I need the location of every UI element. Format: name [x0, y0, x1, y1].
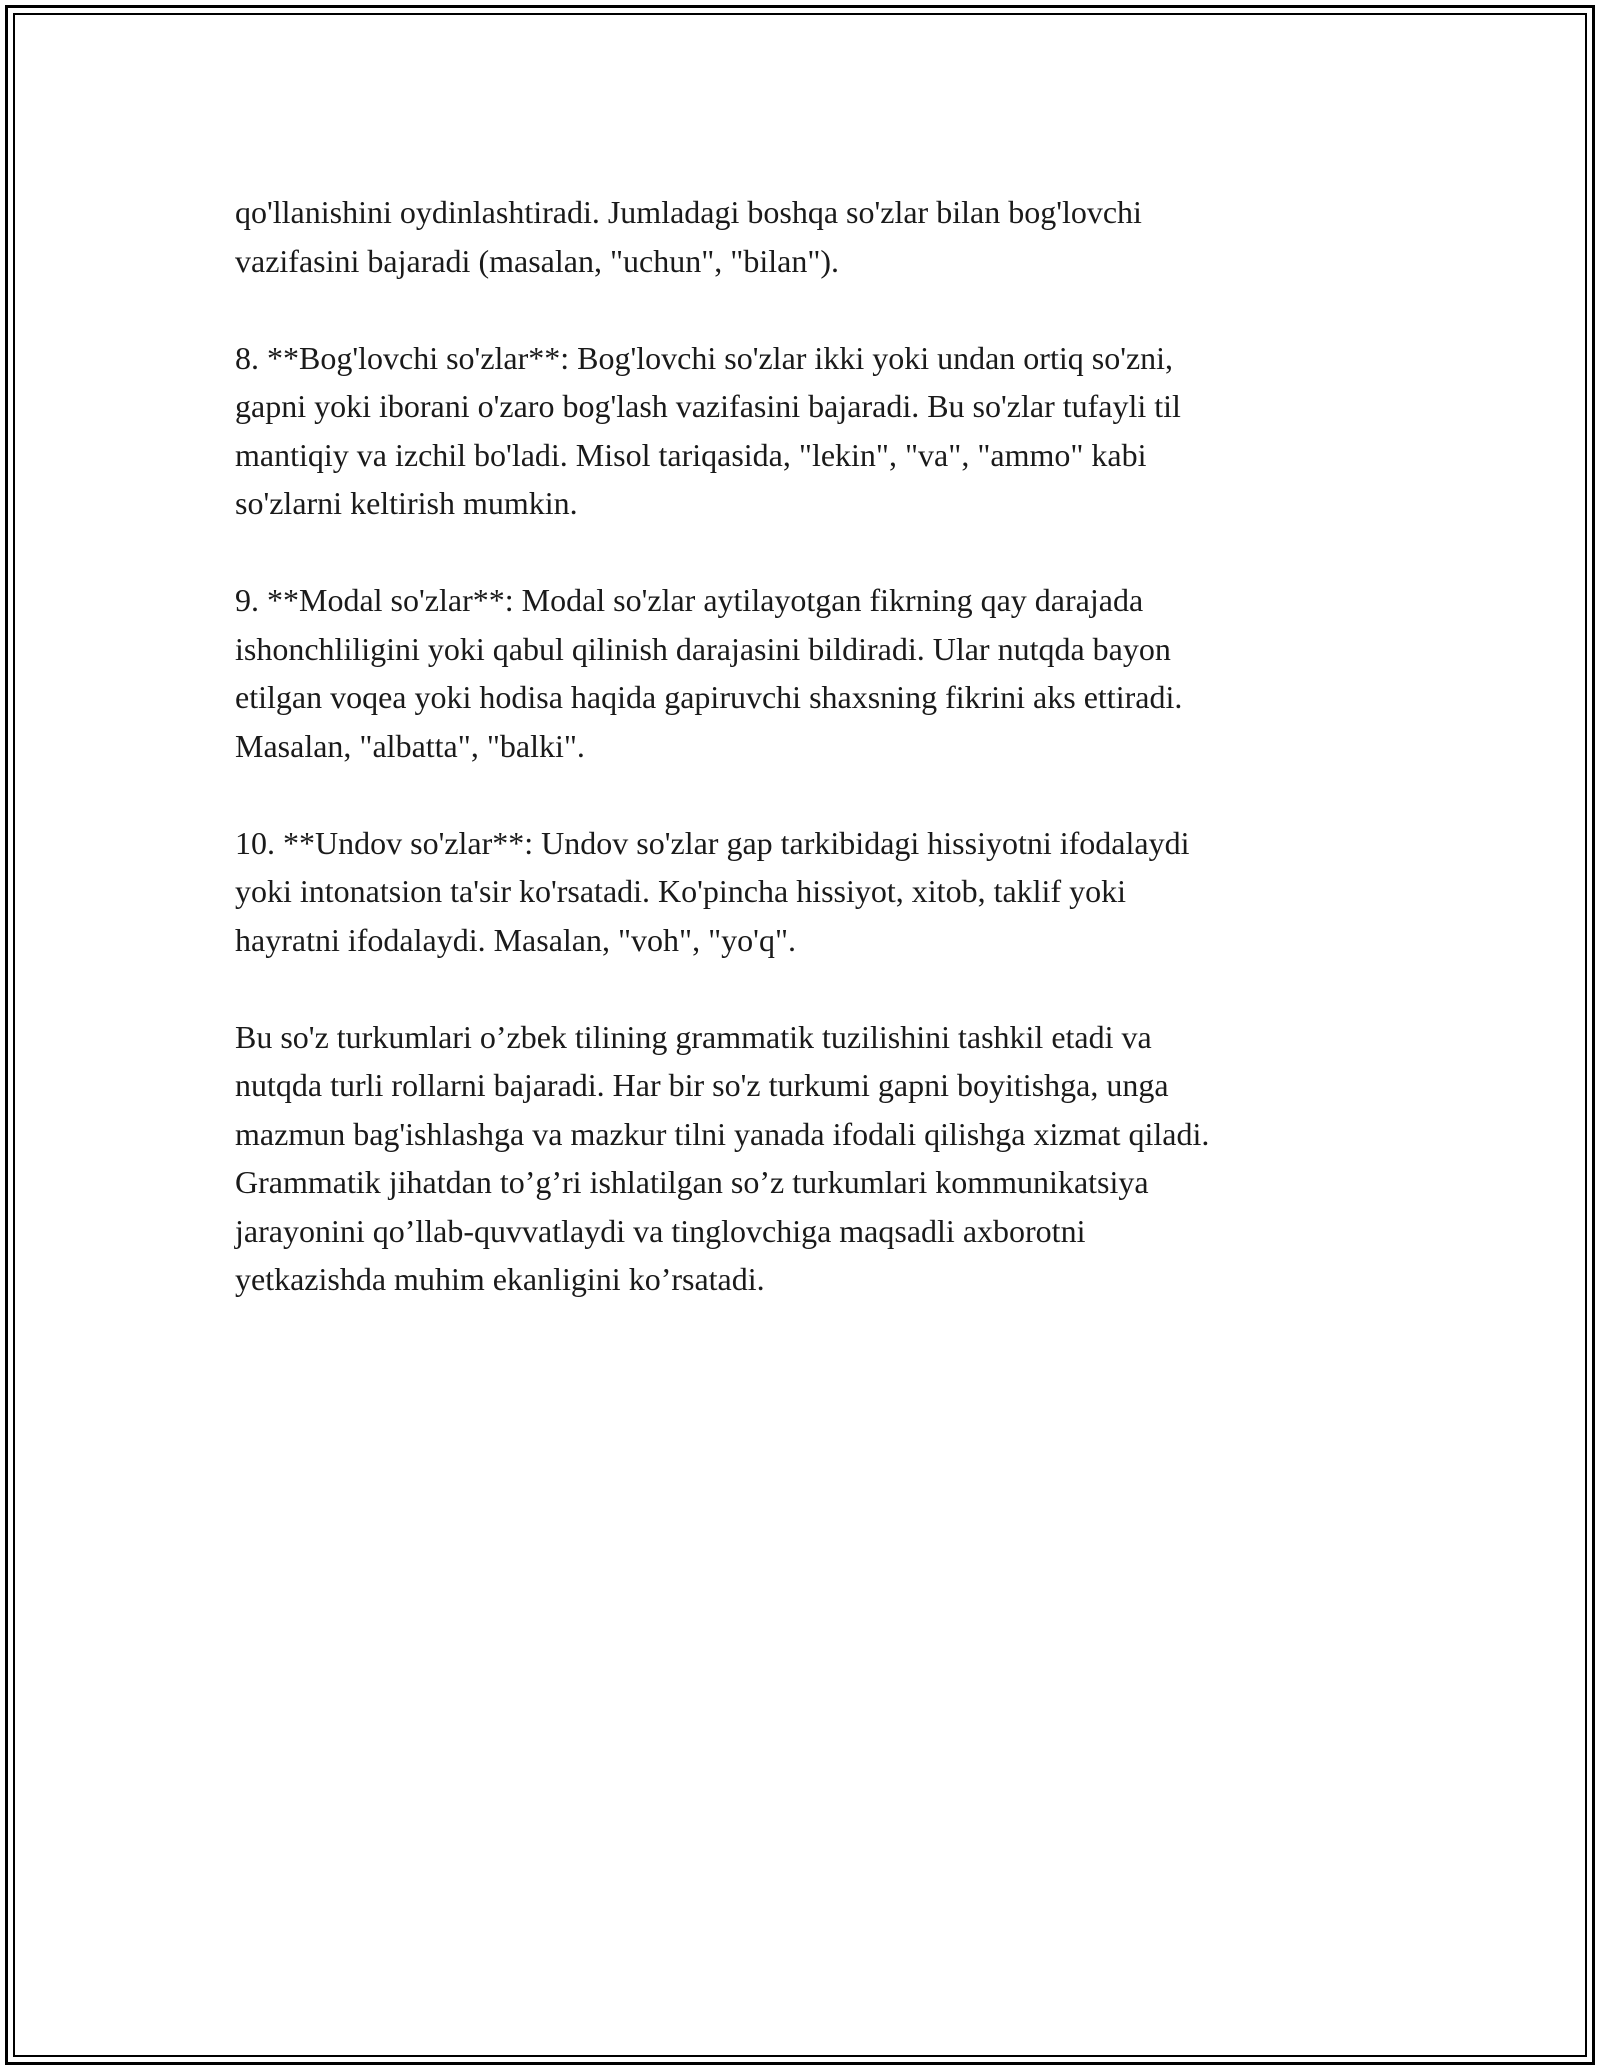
paragraph-item-8: 8. **Bog'lovchi so'zlar**: Bog'lovchi so'zlar ikki yoki undan ortiq so'zni, gapni yoki iborani o'zaro bog'lash vazifasini bajaradi. Bu so'zlar tufayli til mantiqiy va izchil bo'ladi. Misol tariqasida, "lekin", "va", "ammo" kabi so'zlarni keltirish mumkin. — [235, 339, 1181, 521]
paragraph-conclusion: Bu so'z turkumlari o’zbek tilining grammatik tuzilishini tashkil etadi va nutqda turli rollarni bajaradi. Har bir so'z turkumi gapni boyitishga, unga mazmun bag'ishlashga va mazkur tilni yanada ifodali qilishga xizmat qiladi. Grammatik jihatdan to’g’ri ishlatilgan so’z turkumlari kommunikatsiya jarayonini qo’llab-quvvatlaydi va tinglovchiga maqsadli axborotni yetkazishda muhim ekanligini ko’rsatadi. — [235, 1018, 1210, 1297]
document-body — [235, 188, 1365, 1352]
paragraph-continuation: qo'llanishini oydinlashtiradi. Jumladagi boshqa so'zlar bilan bog'lovchi vazifasini bajaradi (masalan, "uchun", "bilan"). — [235, 194, 1142, 279]
paragraph-item-10: 10. **Undov so'zlar**: Undov so'zlar gap tarkibidagi hissiyotni ifodalaydi yoki intonatsion ta'sir ko'rsatadi. Ko'pincha hissiyot, xitob, taklif yoki hayratni ifodalaydi. Masalan, "voh", "yo'q". — [235, 824, 1190, 958]
paragraph-item-9: 9. **Modal so'zlar**: Modal so'zlar aytilayotgan fikrning qay darajada ishonchliligini yoki qabul qilinish darajasini bildiradi. Ular nutqda bayon etilgan voqea yoki hodisa haqida gapiruvchi shaxsning fikrini aks ettiradi. Masalan, "albatta", "balki". — [235, 582, 1183, 764]
